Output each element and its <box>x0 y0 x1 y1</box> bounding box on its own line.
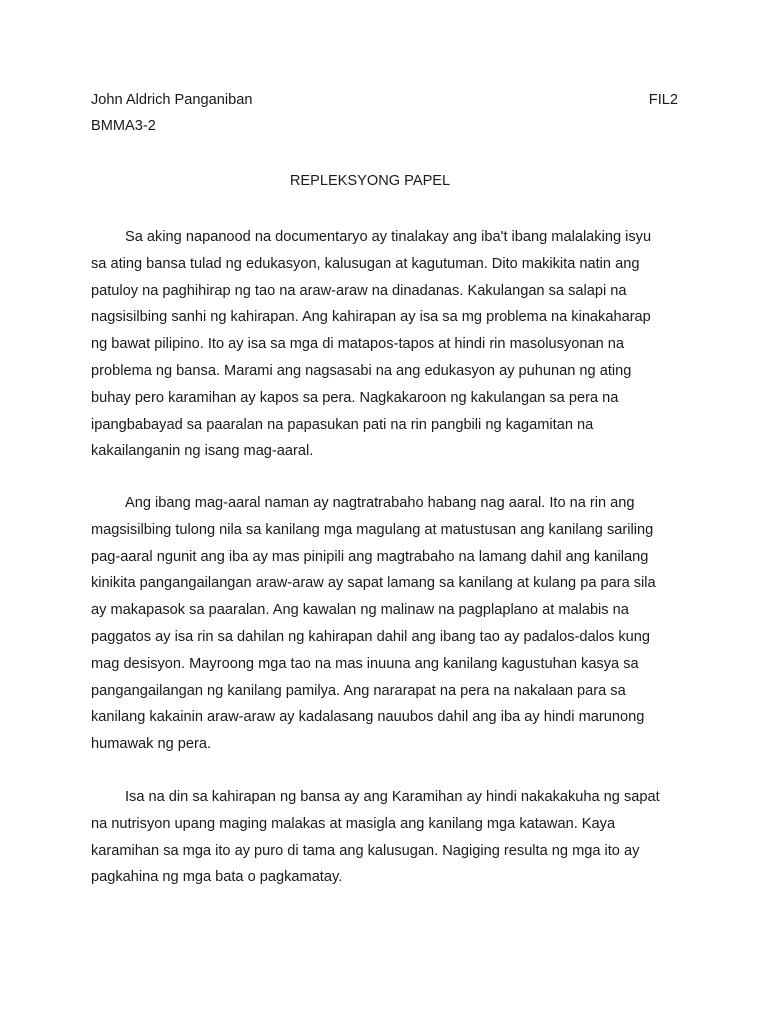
document-title: REPLEKSYONG PAPEL <box>289 173 451 189</box>
paragraph-line: Sa aking napanood na documentaryo ay tinalakay ang iba't ibang malalaking isyu <box>125 229 652 245</box>
course-code: FIL2 <box>648 92 678 108</box>
paragraph-line: mag desisyon. Mayroong mga tao na mas inuuna ang kanilang kagustuhan kasya sa <box>91 655 639 672</box>
paragraph-line: Isa na din sa kahirapan ng bansa ay ang Karamihan ay hindi nakakakuha ng sapat <box>125 789 660 805</box>
paragraph-line: problema ng bansa. Marami ang nagsasabi na ang edukasyon ay puhunan ng ating <box>91 362 632 379</box>
paragraph-line: ay makapasok sa paaralan. Ang kawalan ng malinaw na pagplaplano at malabis na <box>91 602 629 619</box>
paragraph-1 <box>91 224 681 465</box>
paragraph-line: pangangailangan ng kanilang pamilya. Ang nararapat na pera na nakalaan para sa <box>91 682 626 699</box>
paragraph-line: nagsisilbing sanhi ng kahirapan. Ang kahirapan ay isa sa mg problema na kinakaharap <box>91 309 651 326</box>
document-header <box>91 92 678 112</box>
paragraph-line: ng bawat pilipino. Ito ay isa sa mga di matapos-tapos at hindi rin masolusyonan na <box>91 336 624 353</box>
paragraph-line: ipangbabayad sa paaralan na papasukan pati na rin pangbili ng kagamitan na <box>91 416 594 433</box>
paragraph-line: kanilang kakainin araw-araw ay kadalasang nauubos dahil ang iba ay hindi marunong <box>91 709 645 726</box>
paragraph-line: buhay pero karamihan ay kapos sa pera. Nagkakaroon ng kakulangan sa pera na <box>91 389 619 406</box>
paragraph-line: Ang ibang mag-aaral naman ay nagtratrabaho habang nag aaral. Ito na rin ang <box>125 495 635 511</box>
paragraph-line: patuloy na paghihirap ng tao na araw-araw na dinadanas. Kakulangan sa salapi na <box>91 282 627 299</box>
paragraph-line: sa ating bansa tulad ng edukasyon, kalusugan at kagutuman. Dito makikita natin ang <box>91 255 640 272</box>
paragraph-line: kinikita pangangailangan araw-araw ay sapat lamang sa kanilang at kulang pa para sila <box>91 575 656 592</box>
paragraph-line: paggatos ay isa rin sa dahilan ng kahirapan dahil ang ibang tao ay padalos-dalos kung <box>91 628 651 645</box>
class-section: BMMA3-2 <box>91 118 156 134</box>
paragraph-line: humawak ng pera. <box>91 736 212 753</box>
paragraph-line: pagkahina ng mga bata o pagkamatay. <box>91 869 343 886</box>
paragraph-line: kakailanganin ng isang mag-aaral. <box>91 443 314 460</box>
paragraph-line: pag-aaral ngunit ang iba ay mas pinipili ang magtrabaho na lamang dahil ang kanilang <box>91 548 649 565</box>
author-name: John Aldrich Panganiban <box>91 92 253 108</box>
paragraph-line: karamihan sa mga ito ay puro di tama ang kalusugan. Nagiging resulta ng mga ito ay <box>91 842 640 859</box>
paragraph-line: magsisilbing tulong nila sa kanilang mga magulang at matustusan ang kanilang sariling <box>91 521 654 538</box>
paragraph-line: na nutrisyon upang maging malakas at masigla ang kanilang mga katawan. Kaya <box>91 815 616 832</box>
paragraph-2 <box>91 490 681 758</box>
paragraph-3 <box>91 784 681 891</box>
